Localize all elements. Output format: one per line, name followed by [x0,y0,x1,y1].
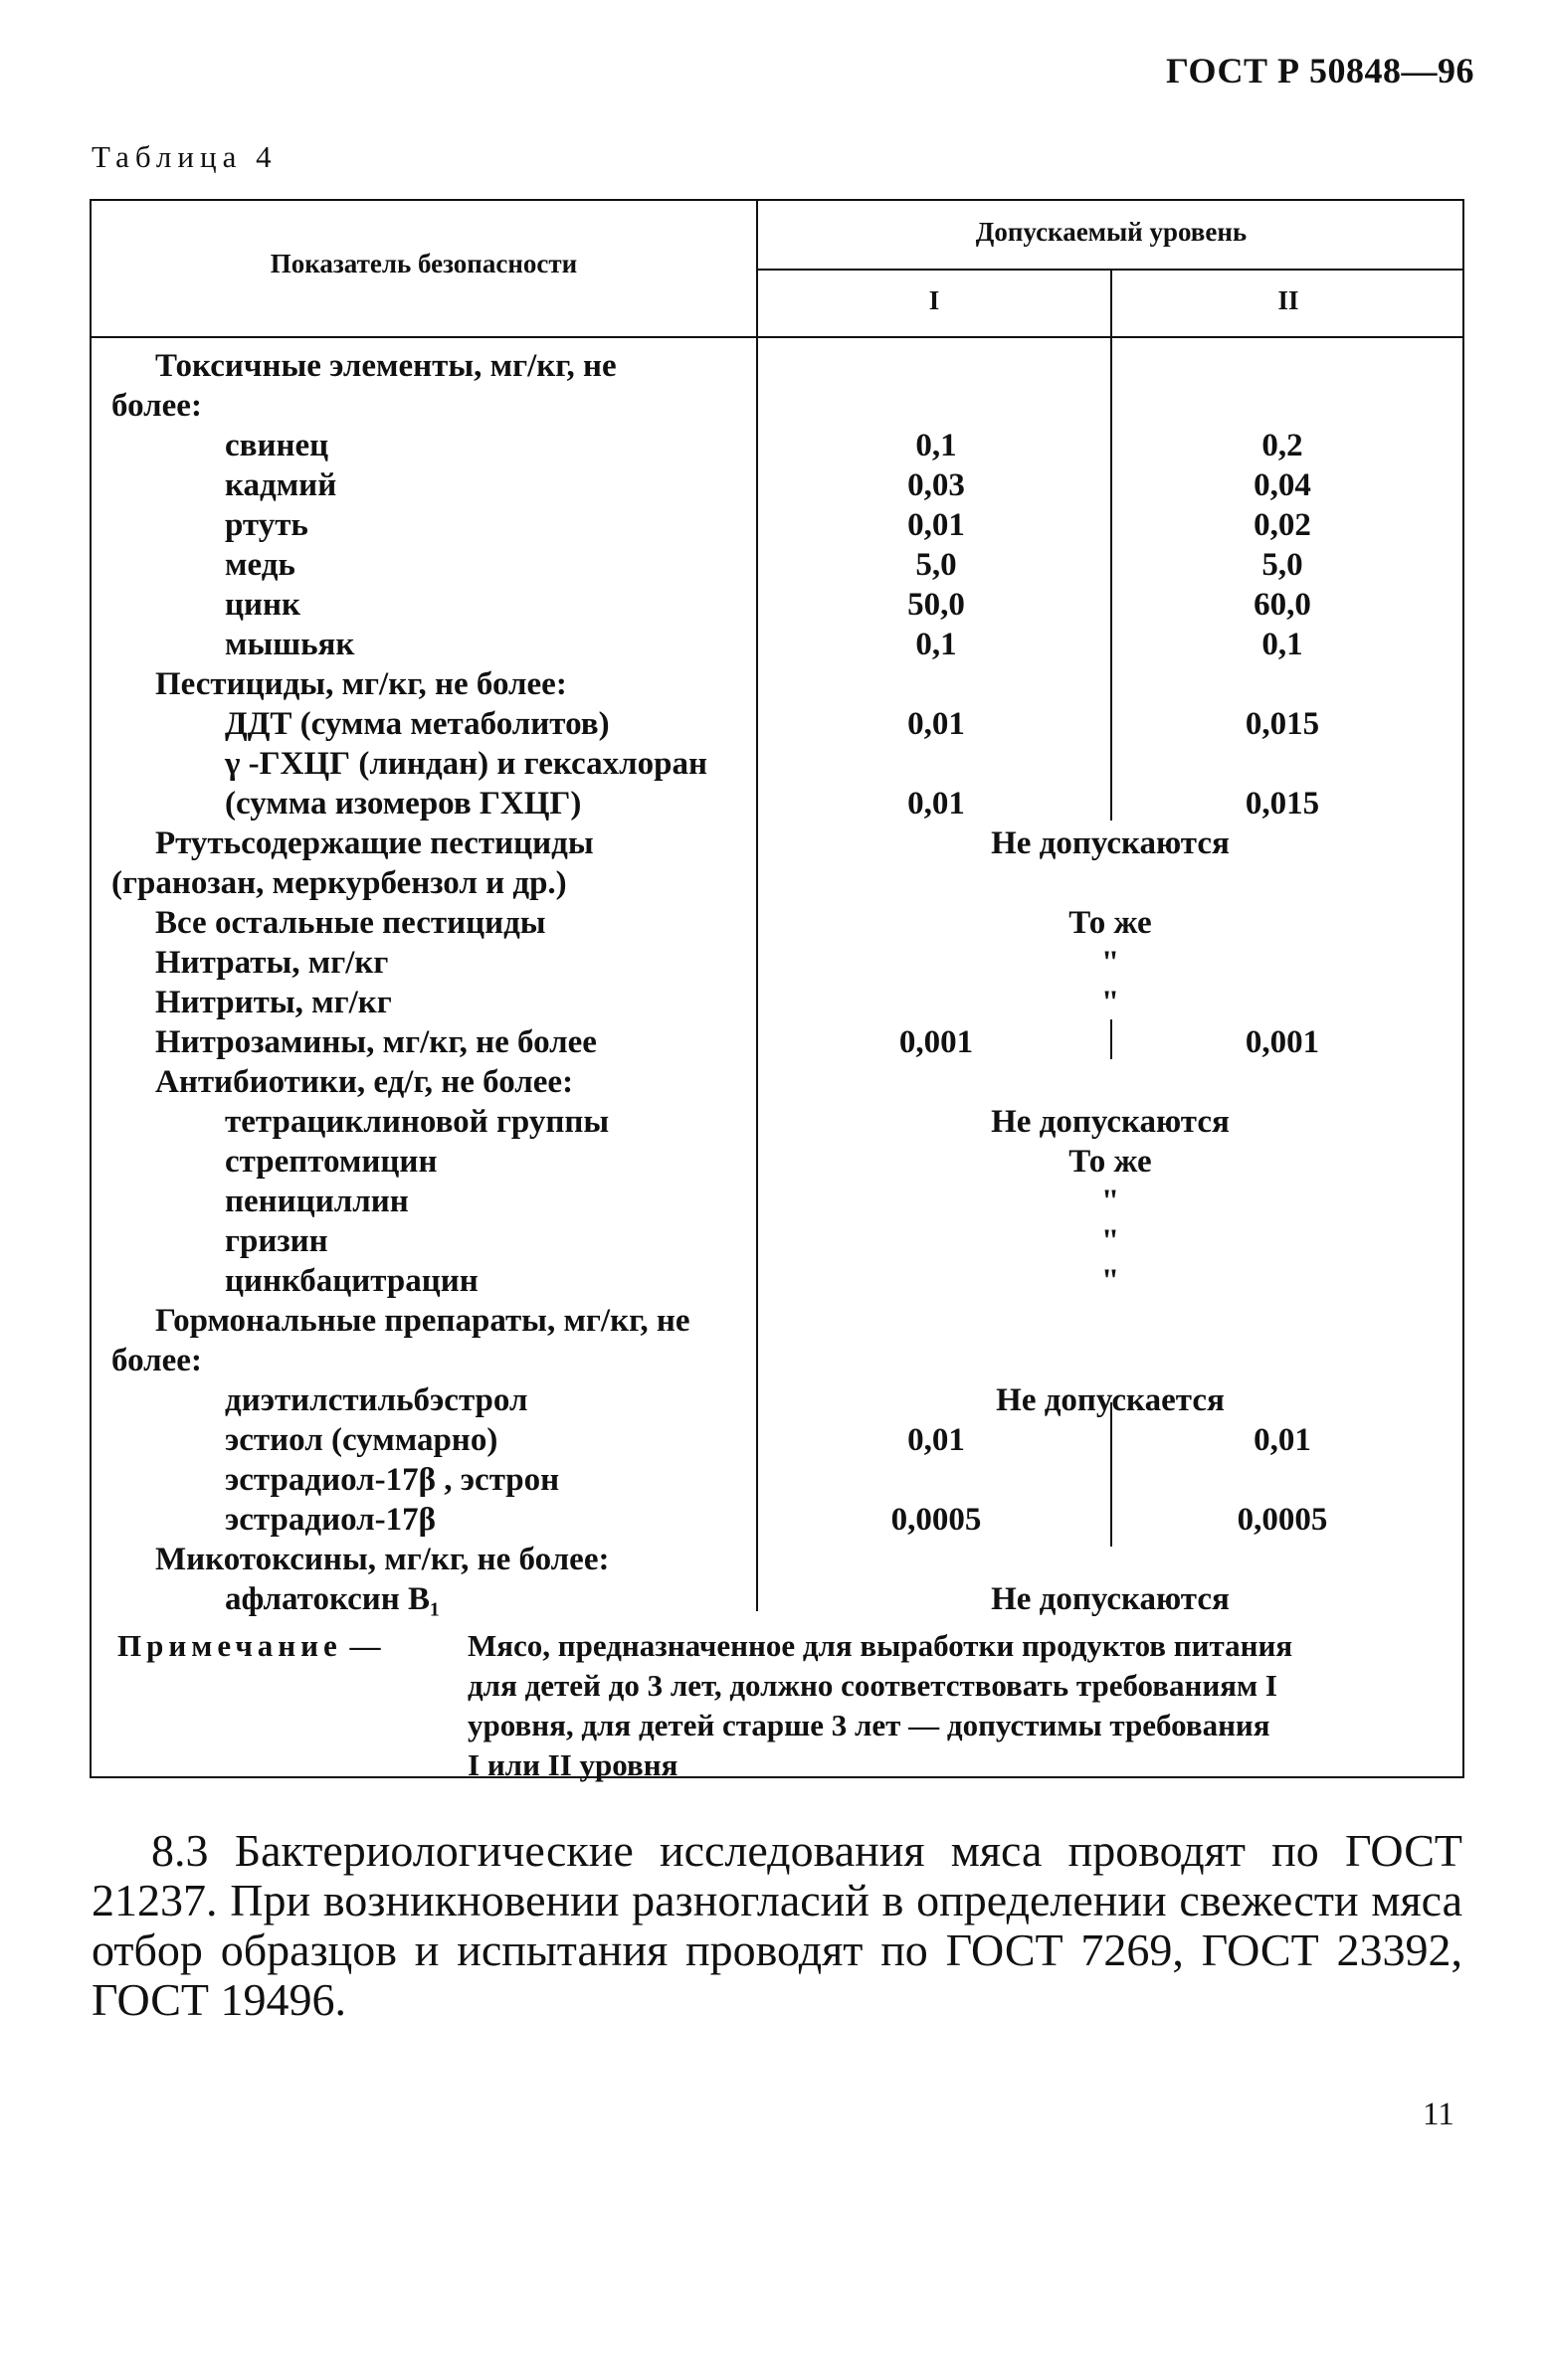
indicator-name: пенициллин [225,1184,409,1219]
indicator-name: афлатоксин B₁ [225,1581,440,1617]
indicator-name: Нитраты, мг/кг [155,945,389,981]
level-2-value: 0,015 [1245,786,1320,822]
indicator-name: медь [225,547,295,583]
level-2-value: 0,04 [1254,467,1311,503]
table-row [0,863,1546,903]
indicator-name: Пестициды, мг/кг, не более: [155,666,567,702]
indicator-name: Гормональные препараты, мг/кг, не [155,1303,690,1339]
indicator-name: тетрациклиновой группы [225,1104,610,1140]
spanning-value: " [1100,1223,1120,1259]
level-1-value: 0,01 [907,786,965,822]
table-row [0,983,1546,1022]
indicator-name: свинец [225,428,329,463]
table-caption: Таблица 4 [92,139,278,174]
level-1-value: 50,0 [907,587,965,623]
table-row [0,1540,1546,1579]
level-1-value: 0,01 [907,1422,965,1458]
table-row [0,1221,1546,1261]
table-row [0,465,1546,505]
level-1-value: 0,0005 [890,1502,982,1538]
header-level-1: I [928,285,940,315]
indicator-name: кадмий [225,467,337,503]
indicator-name: Токсичные элементы, мг/кг, не [155,348,617,384]
indicator-name: Микотоксины, мг/кг, не более: [155,1542,610,1577]
indicator-name: ртуть [225,507,308,543]
level-2-value: 0,2 [1261,428,1303,463]
indicator-name: (сумма изомеров ГХЦГ) [225,786,582,822]
indicator-name: γ -ГХЦГ (линдан) и гексахлоран [225,746,707,782]
spanning-value: То же [1068,1144,1152,1180]
table-row [0,505,1546,545]
table-row [0,664,1546,704]
table-row [0,1142,1546,1182]
level-2-value: 0,0005 [1237,1502,1328,1538]
indicator-name: более: [111,388,202,424]
table-row [0,346,1546,386]
table-row [0,386,1546,426]
level-2-value: 0,02 [1254,507,1311,543]
header-level-2: II [1277,285,1299,315]
indicator-name: гризин [225,1223,328,1259]
level-1-value: 0,01 [907,706,965,742]
level-2-value: 0,015 [1245,706,1320,742]
table-row [0,824,1546,863]
table-row [0,1380,1546,1420]
level-1-value: 0,001 [898,1024,974,1060]
table-row [0,1062,1546,1102]
header-indicator: Показатель безопасности [270,249,578,278]
indicator-name: более: [111,1343,202,1378]
indicator-name: цинкбацитрацин [225,1263,479,1299]
table-note-line: для детей до 3 лет, должно соответствовать требованиям I [468,1668,1277,1703]
table-row [0,744,1546,784]
spanning-value: " [1100,1184,1120,1219]
indicator-name: Нитриты, мг/кг [155,985,392,1020]
indicator-name: эстрадиол-17β [225,1502,437,1538]
table-note-line: I или II уровня [468,1747,678,1782]
indicator-name: (гранозан, меркурбензол и др.) [111,865,567,901]
table-note-line: Мясо, предназначенное для выработки продуктов питания [468,1628,1293,1663]
table-row [0,1301,1546,1341]
spanning-value: " [1100,985,1120,1020]
document-code: ГОСТ Р 50848—96 [1166,51,1474,91]
table-row [0,1102,1546,1142]
indicator-name: Все остальные пестициды [155,905,546,941]
indicator-name: Ртутьсодержащие пестициды [155,825,594,861]
level-1-value: 5,0 [915,547,957,583]
indicator-name: стрептомицин [225,1144,438,1180]
table-row [0,1261,1546,1301]
indicator-name: цинк [225,587,301,623]
spanning-value: Не допускается [996,1382,1225,1418]
spanning-value: Не допускаются [991,1581,1230,1617]
spanning-value: То же [1068,905,1152,941]
indicator-name: Нитрозамины, мг/кг, не более [155,1024,597,1060]
indicator-name: диэтилстильбэстрол [225,1382,528,1418]
indicator-name: ДДТ (сумма метаболитов) [225,706,610,742]
table-row [0,426,1546,465]
indicator-name: Антибиотики, ед/г, не более: [155,1064,574,1100]
spanning-value: " [1100,945,1120,981]
table-row [0,1341,1546,1380]
table-row [0,784,1546,824]
header-permissible-level: Допускаемый уровень [975,217,1248,247]
level-2-value: 0,001 [1245,1024,1320,1060]
table-row [0,1579,1546,1619]
level-2-value: 0,01 [1254,1422,1311,1458]
table-note-line: уровня, для детей старше 3 лет — допустимы требования [468,1708,1270,1742]
table-row [0,545,1546,585]
indicator-name: мышьяк [225,627,355,662]
level-2-value: 60,0 [1254,587,1311,623]
level-1-value: 0,1 [915,627,957,662]
table-row [0,625,1546,664]
table-row [0,1022,1546,1062]
table-row [0,943,1546,983]
table-row [0,1420,1546,1460]
header-bottom-line [90,336,1464,338]
table-row [0,1182,1546,1221]
table-note-label: Примечание — [117,1628,381,1663]
section-8-3-paragraph: 8.3 Бактериологические исследования мяса проводят по ГОСТ 21237. При возникновении разногласий в определении свежести мяса отбор образцов и испытания проводят по ГОСТ 7269, ГОСТ 23392, ГОСТ 19496. [92,1825,1462,2025]
spanning-value: Не допускаются [991,1104,1230,1140]
table-row [0,1500,1546,1540]
table-row [0,903,1546,943]
level-2-value: 0,1 [1261,627,1303,662]
indicator-name: эстиол (суммарно) [225,1422,498,1458]
spanning-value: " [1100,1263,1120,1299]
indicator-name: эстрадиол-17β , эстрон [225,1462,560,1498]
level-1-value: 0,03 [907,467,965,503]
table-row [0,1460,1546,1500]
level-1-value: 0,1 [915,428,957,463]
level-2-value: 5,0 [1261,547,1303,583]
level-1-value: 0,01 [907,507,965,543]
page-number: 11 [1423,2097,1454,2132]
spanning-value: Не допускаются [991,825,1230,861]
table-row [0,585,1546,625]
table-row [0,704,1546,744]
